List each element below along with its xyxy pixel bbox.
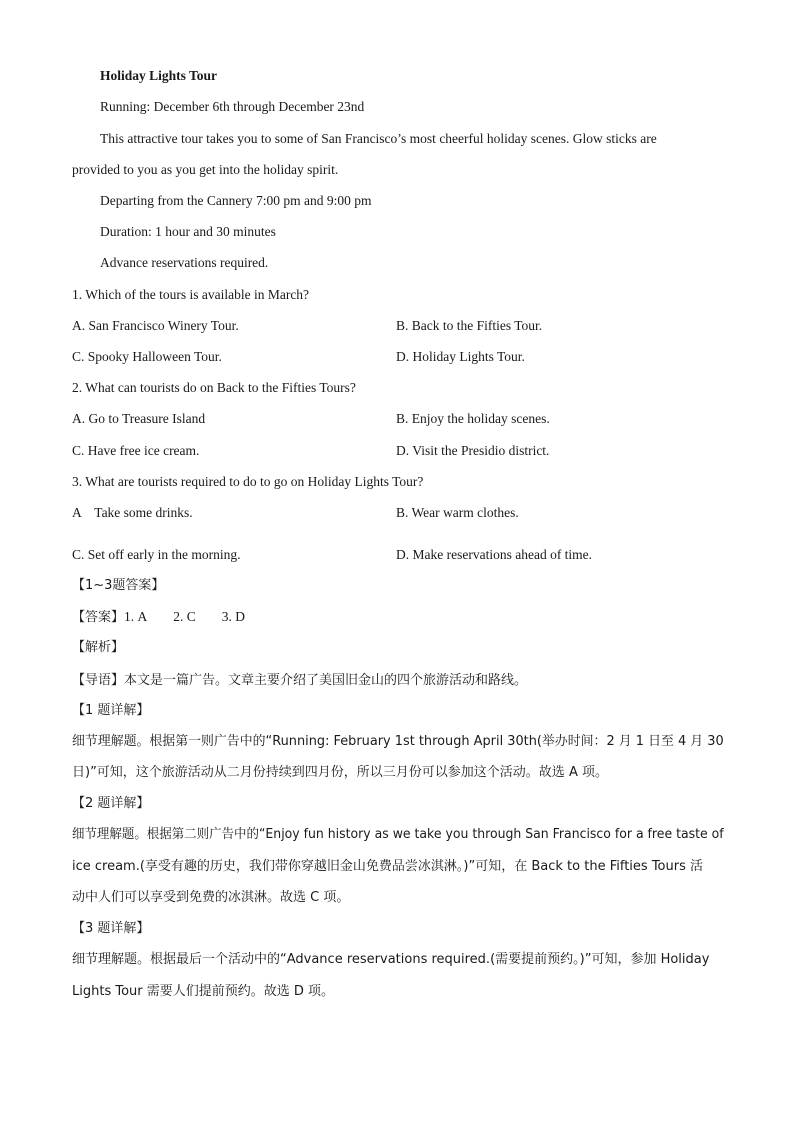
- question-1-stem: 1. Which of the tours is available in March?: [72, 287, 310, 302]
- analysis-q1-line1: 细节理解题。根据第一则广告中的“Running: February 1st through April 30th(举办时间：2 月 1 日至 4 月 30: [72, 734, 724, 749]
- question-2-option-b: B. Enjoy the holiday scenes.: [396, 411, 550, 426]
- passage-running: Running: December 6th through December 23nd: [100, 99, 365, 114]
- analysis-intro-text: 本文是一篇广告。文章主要介绍了美国旧金山的四个旅游活动和路线。: [124, 673, 528, 688]
- question-3-option-a: A Take some drinks.: [72, 505, 193, 520]
- answer-1: 1. A: [124, 609, 148, 624]
- analysis-q2-line3: 动中人们可以享受到免费的冰淇淋。故选 C 项。: [72, 890, 350, 905]
- passage-departing: Departing from the Cannery 7:00 pm and 9:00 pm: [100, 193, 372, 208]
- question-1-option-a: A. San Francisco Winery Tour.: [72, 318, 239, 333]
- question-3-stem: 3. What are tourists required to do to go on Holiday Lights Tour?: [72, 474, 424, 489]
- question-1-option-b: B. Back to the Fifties Tour.: [396, 318, 543, 333]
- analysis-q3-line2: Lights Tour 需要人们提前预约。故选 D 项。: [72, 984, 335, 999]
- analysis-q2-label: 【2 题详解】: [72, 796, 150, 811]
- analysis-q3-line1: 细节理解题。根据最后一个活动中的“Advance reservations required.(需要提前预约。)”可知，参加 Holiday: [72, 952, 710, 967]
- passage-duration: Duration: 1 hour and 30 minutes: [100, 224, 276, 239]
- answer-label: 【答案】: [72, 610, 125, 625]
- question-1-option-c: C. Spooky Halloween Tour.: [72, 349, 222, 364]
- analysis-q1-line2: 日)”可知，这个旅游活动从二月份持续到四月份，所以三月份可以参加这个活动。故选 A 项。: [72, 765, 608, 780]
- analysis-q1-label: 【1 题详解】: [72, 703, 150, 718]
- question-2-option-c: C. Have free ice cream.: [72, 443, 200, 458]
- analysis-label: 【解析】: [72, 640, 125, 655]
- analysis-q2-line2: ice cream.(享受有趣的历史，我们带你穿越旧金山免费品尝冰淇淋。)”可知，在 Back to the Fifties Tours 活: [72, 859, 703, 874]
- passage-title: Holiday Lights Tour: [100, 68, 218, 83]
- passage-desc-line1: This attractive tour takes you to some of San Francisco’s most cheerful holiday scenes. Glow sticks are: [100, 131, 657, 146]
- question-3-option-b: B. Wear warm clothes.: [396, 505, 519, 520]
- analysis-q2-line1: 细节理解题。根据第二则广告中的“Enjoy fun history as we take you through San Francisco for a free taste of: [72, 827, 724, 842]
- answer-3: 3. D: [221, 609, 246, 624]
- question-1-option-d: D. Holiday Lights Tour.: [396, 349, 525, 364]
- passage-advance: Advance reservations required.: [100, 255, 269, 270]
- question-2-option-d: D. Visit the Presidio district.: [396, 443, 550, 458]
- analysis-q3-label: 【3 题详解】: [72, 921, 150, 936]
- answers-line: [72, 608, 245, 627]
- answers-section-label: 【1~3题答案】: [72, 578, 165, 593]
- analysis-intro: [72, 671, 527, 690]
- answer-2: 2. C: [173, 609, 196, 624]
- question-2-option-a: A. Go to Treasure Island: [72, 411, 206, 426]
- question-3-option-c: C. Set off early in the morning.: [72, 547, 241, 562]
- passage-desc-line2: provided to you as you get into the holiday spirit.: [72, 162, 339, 177]
- analysis-intro-label: 【导语】: [72, 673, 125, 688]
- question-2-stem: 2. What can tourists do on Back to the Fifties Tours?: [72, 380, 356, 395]
- question-3-option-d: D. Make reservations ahead of time.: [396, 547, 593, 562]
